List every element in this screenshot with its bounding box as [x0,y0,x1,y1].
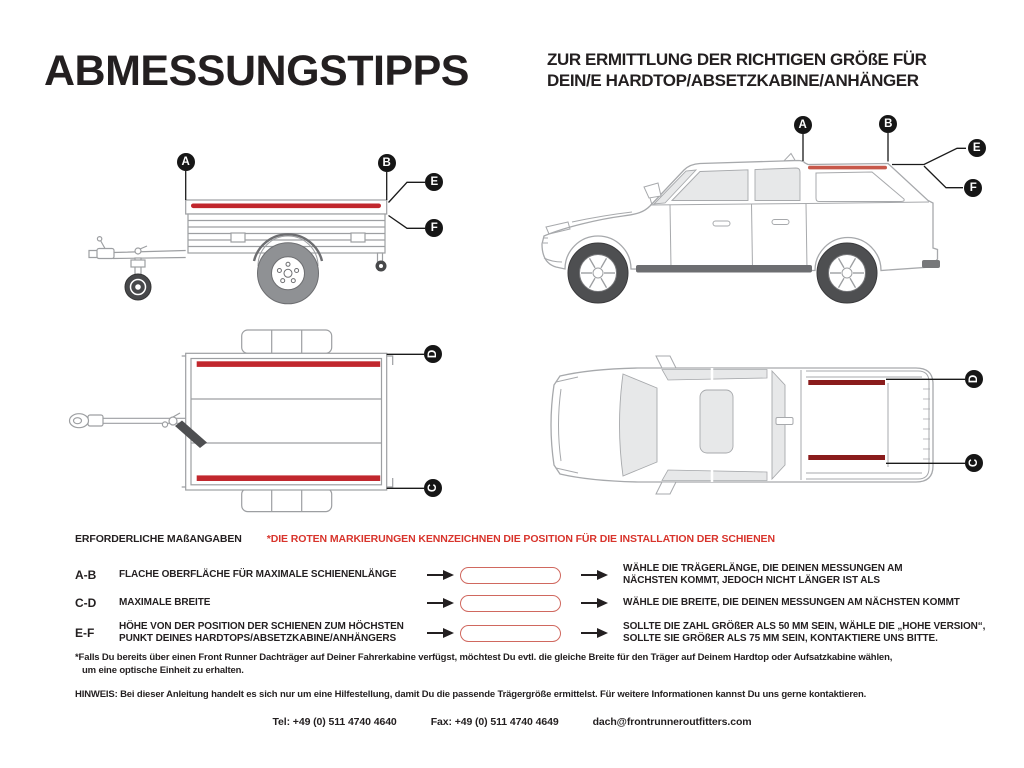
rail-red-stripe [191,204,381,209]
trailer-top-body [70,330,393,512]
measurement-row-ab [75,559,1015,591]
row-result: SOLLTE DIE ZAHL GRÖßER ALS 50 MM SEIN, WÄHLE DIE „HOHE VERSION“, SOLLTE SIE GRÖßER ALS 75 MM SEIN, KONTAKTIERE UNS BITTE. [623,620,986,644]
point-label-e: E [425,173,443,191]
rocker-bar [636,265,812,273]
point-label-f: F [964,179,982,197]
page-title: ABMESSUNGSTIPPS [44,47,469,95]
row-result: WÄHLE DIE TRÄGERLÄNGE, DIE DEINEN MESSUNGEN AM NÄCHSTEN KOMMT, JEDOCH NICHT LÄNGER IST ALS [623,562,903,586]
point-label-a: A [177,153,195,171]
row-code: E-F [75,626,95,640]
point-label-b: B [378,154,396,172]
contact-fax: Fax: +49 (0) 511 4740 4649 [430,716,559,728]
rail-red-stripe-bottom [197,475,381,481]
rail-red-stripe-top [197,361,381,367]
truck-side-diagram [520,110,990,305]
row-description: HÖHE VON DER POSITION DER SCHIENEN ZUM HÖCHSTEN PUNKT DEINES HARDTOPS/ABSETZKABINE/ANHÄNGERS [119,621,404,644]
trailer-side-drawing [55,120,465,325]
measurement-row-cd [75,592,1015,614]
rail-stripe-bottom [808,455,885,460]
contact-tel: Tel: +49 (0) 511 4740 4640 [272,716,397,728]
row-result: WÄHLE DIE BREITE, DIE DEINEN MESSUNGEN AM NÄCHSTEN KOMMT [623,596,960,608]
rail-stripe-top [808,380,885,385]
point-label-d: D [965,370,983,388]
measurement-input-box-cd[interactable] [460,595,561,612]
truck-side-drawing [520,110,990,305]
windshield [620,374,658,476]
measurement-input-box-ab[interactable] [460,567,561,584]
front-wheel [568,243,628,303]
trailer-body [89,200,387,276]
contact-bar [0,716,1024,728]
arrow-right-icon [427,598,454,609]
subtitle-line-1: ZUR ERMITTLUNG DER RICHTIGEN GRÖßE FÜR [547,50,927,69]
canopy-red-stripe [808,166,887,170]
point-label-f: F [425,219,443,237]
measurement-input-box-ef[interactable] [460,625,561,642]
arrow-right-icon [581,570,608,581]
point-label-d: D [424,345,442,363]
trailer-wheel [258,243,319,304]
point-label-a: A [794,116,812,134]
arrow-right-icon [581,628,608,639]
trailer-side-diagram [55,120,465,325]
trailer-top-diagram [55,325,465,525]
contact-email: dach@frontrunneroutfitters.com [592,716,752,728]
point-label-e: E [968,139,986,157]
point-label-b: B [879,115,897,133]
arrow-right-icon [427,628,454,639]
row-description: MAXIMALE BREITE [119,597,211,608]
side-windows-top [662,370,767,381]
arrow-right-icon [581,598,608,609]
subtitle-line-2: DEIN/E HARDTOP/ABSETZKABINE/ANHÄNGER [547,71,919,90]
measurements-section-header [75,533,775,545]
section-title: ERFORDERLICHE MAßANGABEN [75,533,242,545]
row-description: FLACHE OBERFLÄCHE FÜR MAXIMALE SCHIENENLÄNGE [119,569,397,580]
truck-top-drawing [520,325,990,520]
trailer-top-drawing [55,325,465,525]
brake-light [776,418,793,425]
measurement-row-ef [75,617,1015,649]
footnote-asterisk: *Falls Du bereits über einen Front Runner Dachträger auf Deiner Fahrerkabine verfügst, möchtest Du evtl. die gleiche Breite für den Träger auf Deinem Hardtop oder Aufsatzkabine wählen, um eine optische Einheit zu erhalten. [75,652,893,676]
point-label-c: C [965,454,983,472]
mirror-right [656,482,676,494]
rear-wheel [817,243,877,303]
page-subtitle [547,49,927,91]
mirror-left [656,356,676,368]
truck-top-diagram [520,325,990,520]
side-windows-bottom [662,470,767,481]
point-label-c: C [424,479,442,497]
sunroof [700,390,733,453]
row-code: C-D [75,596,97,610]
footnote-hint: HINWEIS: Bei dieser Anleitung handelt es sich nur um eine Hilfestellung, damit Du die passende Trägergröße ermittelst. Für weitere Informationen kannst Du uns gerne kontaktieren. [75,689,867,700]
label-connector-lines [387,354,424,488]
truck-top-outline [551,368,933,482]
row-code: A-B [75,568,97,582]
arrow-right-icon [427,570,454,581]
red-markings-note: *DIE ROTEN MARKIERUNGEN KENNZEICHNEN DIE POSITION FÜR DIE INSTALLATION DER SCHIENEN [266,533,775,545]
rear-step [922,260,940,268]
cab-windows [654,168,800,204]
